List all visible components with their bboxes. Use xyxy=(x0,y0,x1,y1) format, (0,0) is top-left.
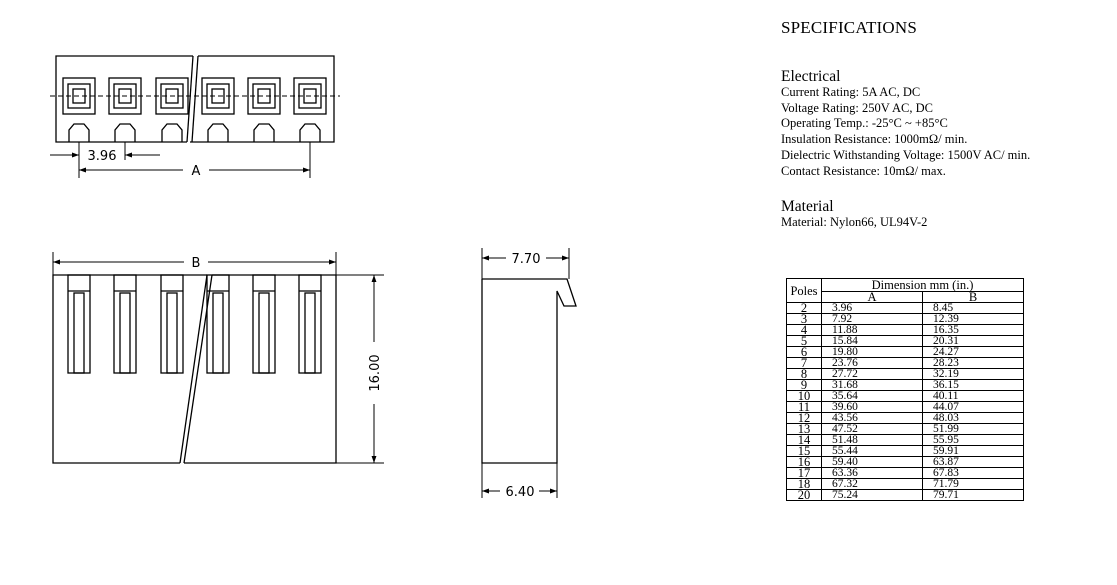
table-row xyxy=(787,479,1024,490)
table-row xyxy=(787,336,1024,347)
poles-cell: 13 xyxy=(787,424,822,435)
specifications-title: SPECIFICATIONS xyxy=(781,18,917,37)
dimension-b-cell: 8.45 xyxy=(923,303,1024,314)
poles-cell: 20 xyxy=(787,490,822,501)
dimension-b-cell: 44.07 xyxy=(923,402,1024,413)
height-dimension-label: 16.00 xyxy=(368,354,383,392)
dimension-b-cell: 63.87 xyxy=(923,457,1024,468)
cavity-inner xyxy=(253,84,275,108)
poles-cell: 9 xyxy=(787,380,822,391)
table-row xyxy=(787,424,1024,435)
table-row xyxy=(787,325,1024,336)
contact-latch xyxy=(69,124,89,142)
side-view xyxy=(482,248,576,498)
dimension-a-cell: 59.40 xyxy=(822,457,923,468)
poles-cell: 16 xyxy=(787,457,822,468)
electrical-title: Electrical xyxy=(781,68,841,85)
dimension-a-cell: 39.60 xyxy=(822,402,923,413)
poles-cell: 3 xyxy=(787,314,822,325)
table-row xyxy=(787,391,1024,402)
dimension-a-cell: 75.24 xyxy=(822,490,923,501)
dimension-a-cell: 43.56 xyxy=(822,413,923,424)
spec-voltage-rating: Voltage Rating: 250V AC, DC xyxy=(781,100,933,115)
table-row xyxy=(787,314,1024,325)
contact-latch xyxy=(162,124,182,142)
contact-latch xyxy=(300,124,320,142)
table-row xyxy=(787,468,1024,479)
dimension-b-cell: 12.39 xyxy=(923,314,1024,325)
dimension-a-cell: 31.68 xyxy=(822,380,923,391)
b-dimension-label: B xyxy=(191,256,201,271)
dimension-a-cell: 11.88 xyxy=(822,325,923,336)
top-view-break-line xyxy=(192,56,198,142)
dimension-a-cell: 35.64 xyxy=(822,391,923,402)
contact-slot-inner xyxy=(213,293,223,373)
table-row xyxy=(787,402,1024,413)
dimension-b-cell: 59.91 xyxy=(923,446,1024,457)
contact-slot xyxy=(299,275,321,373)
contact-slot-inner xyxy=(74,293,84,373)
dimension-b-cell: 71.79 xyxy=(923,479,1024,490)
contact-latch xyxy=(208,124,228,142)
dimension-b-cell: 79.71 xyxy=(923,490,1024,501)
specifications-panel xyxy=(781,18,1111,231)
dimension-b-cell: 36.15 xyxy=(923,380,1024,391)
table-row xyxy=(787,435,1024,446)
table-row xyxy=(787,457,1024,468)
poles-cell: 14 xyxy=(787,435,822,446)
dimension-b-cell: 48.03 xyxy=(923,413,1024,424)
dimension-b-cell: 40.11 xyxy=(923,391,1024,402)
poles-cell: 18 xyxy=(787,479,822,490)
table-row xyxy=(787,303,1024,314)
poles-cell: 5 xyxy=(787,336,822,347)
dimension-a-cell: 3.96 xyxy=(822,303,923,314)
dimension-a-cell: 7.92 xyxy=(822,314,923,325)
spec-material: Material: Nylon66, UL94V-2 xyxy=(781,215,928,230)
poles-cell: 7 xyxy=(787,358,822,369)
contact-slot xyxy=(68,275,90,373)
dimension-a-cell: 27.72 xyxy=(822,369,923,380)
poles-cell: 2 xyxy=(787,303,822,314)
dimension-a-cell: 15.84 xyxy=(822,336,923,347)
poles-cell: 11 xyxy=(787,402,822,413)
pitch-dimension-label: 3.96 xyxy=(87,149,117,164)
table-row xyxy=(787,380,1024,391)
table-row xyxy=(787,369,1024,380)
column-a-header: A xyxy=(822,292,923,303)
dimension-b-cell: 28.23 xyxy=(923,358,1024,369)
contact-slot-inner xyxy=(259,293,269,373)
spec-current-rating: Current Rating: 5A AC, DC xyxy=(781,85,921,99)
spec-dielectric-voltage: Dielectric Withstanding Voltage: 1500V AC/ min. xyxy=(781,147,1031,162)
dimension-b-cell: 32.19 xyxy=(923,369,1024,380)
contact-slot xyxy=(161,275,183,373)
contact-slot-inner xyxy=(167,293,177,373)
front-view-break-line xyxy=(180,275,207,463)
dimension-a-cell: 63.36 xyxy=(822,468,923,479)
spec-insulation-resistance: Insulation Resistance: 1000mΩ/ min. xyxy=(781,132,968,147)
dimension-b-cell: 16.35 xyxy=(923,325,1024,336)
contact-latch xyxy=(254,124,274,142)
contact-slot xyxy=(253,275,275,373)
poles-cell: 8 xyxy=(787,369,822,380)
front-view xyxy=(53,252,384,463)
poles-header: Poles xyxy=(787,279,822,303)
table-row xyxy=(787,358,1024,369)
top-width-dimension-label: 7.70 xyxy=(511,252,541,267)
dimension-b-cell: 20.31 xyxy=(923,336,1024,347)
top-view-outline-left xyxy=(56,56,193,142)
poles-cell: 15 xyxy=(787,446,822,457)
dimension-a-cell: 55.44 xyxy=(822,446,923,457)
dimension-a-cell: 47.52 xyxy=(822,424,923,435)
poles-cell: 12 xyxy=(787,413,822,424)
a-dimension-label: A xyxy=(191,164,201,179)
dimension-a-cell: 23.76 xyxy=(822,358,923,369)
contact-slot-inner xyxy=(120,293,130,373)
poles-cell: 10 xyxy=(787,391,822,402)
table-row xyxy=(787,490,1024,501)
poles-cell: 6 xyxy=(787,347,822,358)
table-row xyxy=(787,413,1024,424)
contact-slot-inner xyxy=(305,293,315,373)
spec-operating-temp: Operating Temp.: -25°C ~ +85°C xyxy=(781,116,948,131)
material-title: Material xyxy=(781,198,834,216)
bottom-width-dimension-label: 6.40 xyxy=(505,485,535,500)
dimension-b-cell: 67.83 xyxy=(923,468,1024,479)
dimension-a-cell: 51.48 xyxy=(822,435,923,446)
poles-cell: 4 xyxy=(787,325,822,336)
dimension-a-cell: 67.32 xyxy=(822,479,923,490)
poles-cell: 17 xyxy=(787,468,822,479)
table-row xyxy=(787,446,1024,457)
contact-slot xyxy=(114,275,136,373)
dimension-b-cell: 24.27 xyxy=(923,347,1024,358)
table-row xyxy=(787,347,1024,358)
spec-contact-resistance: Contact Resistance: 10mΩ/ max. xyxy=(781,163,946,178)
dimension-b-cell: 51.99 xyxy=(923,424,1024,435)
dimension-a-cell: 19.80 xyxy=(822,347,923,358)
front-view-break-line xyxy=(184,275,212,463)
dimension-b-cell: 55.95 xyxy=(923,435,1024,446)
dimension-table xyxy=(786,278,1024,501)
dimension-header: Dimension mm (in.) xyxy=(822,279,1024,292)
column-b-header: B xyxy=(923,292,1024,303)
contact-latch xyxy=(115,124,135,142)
side-view-outline xyxy=(482,279,576,463)
